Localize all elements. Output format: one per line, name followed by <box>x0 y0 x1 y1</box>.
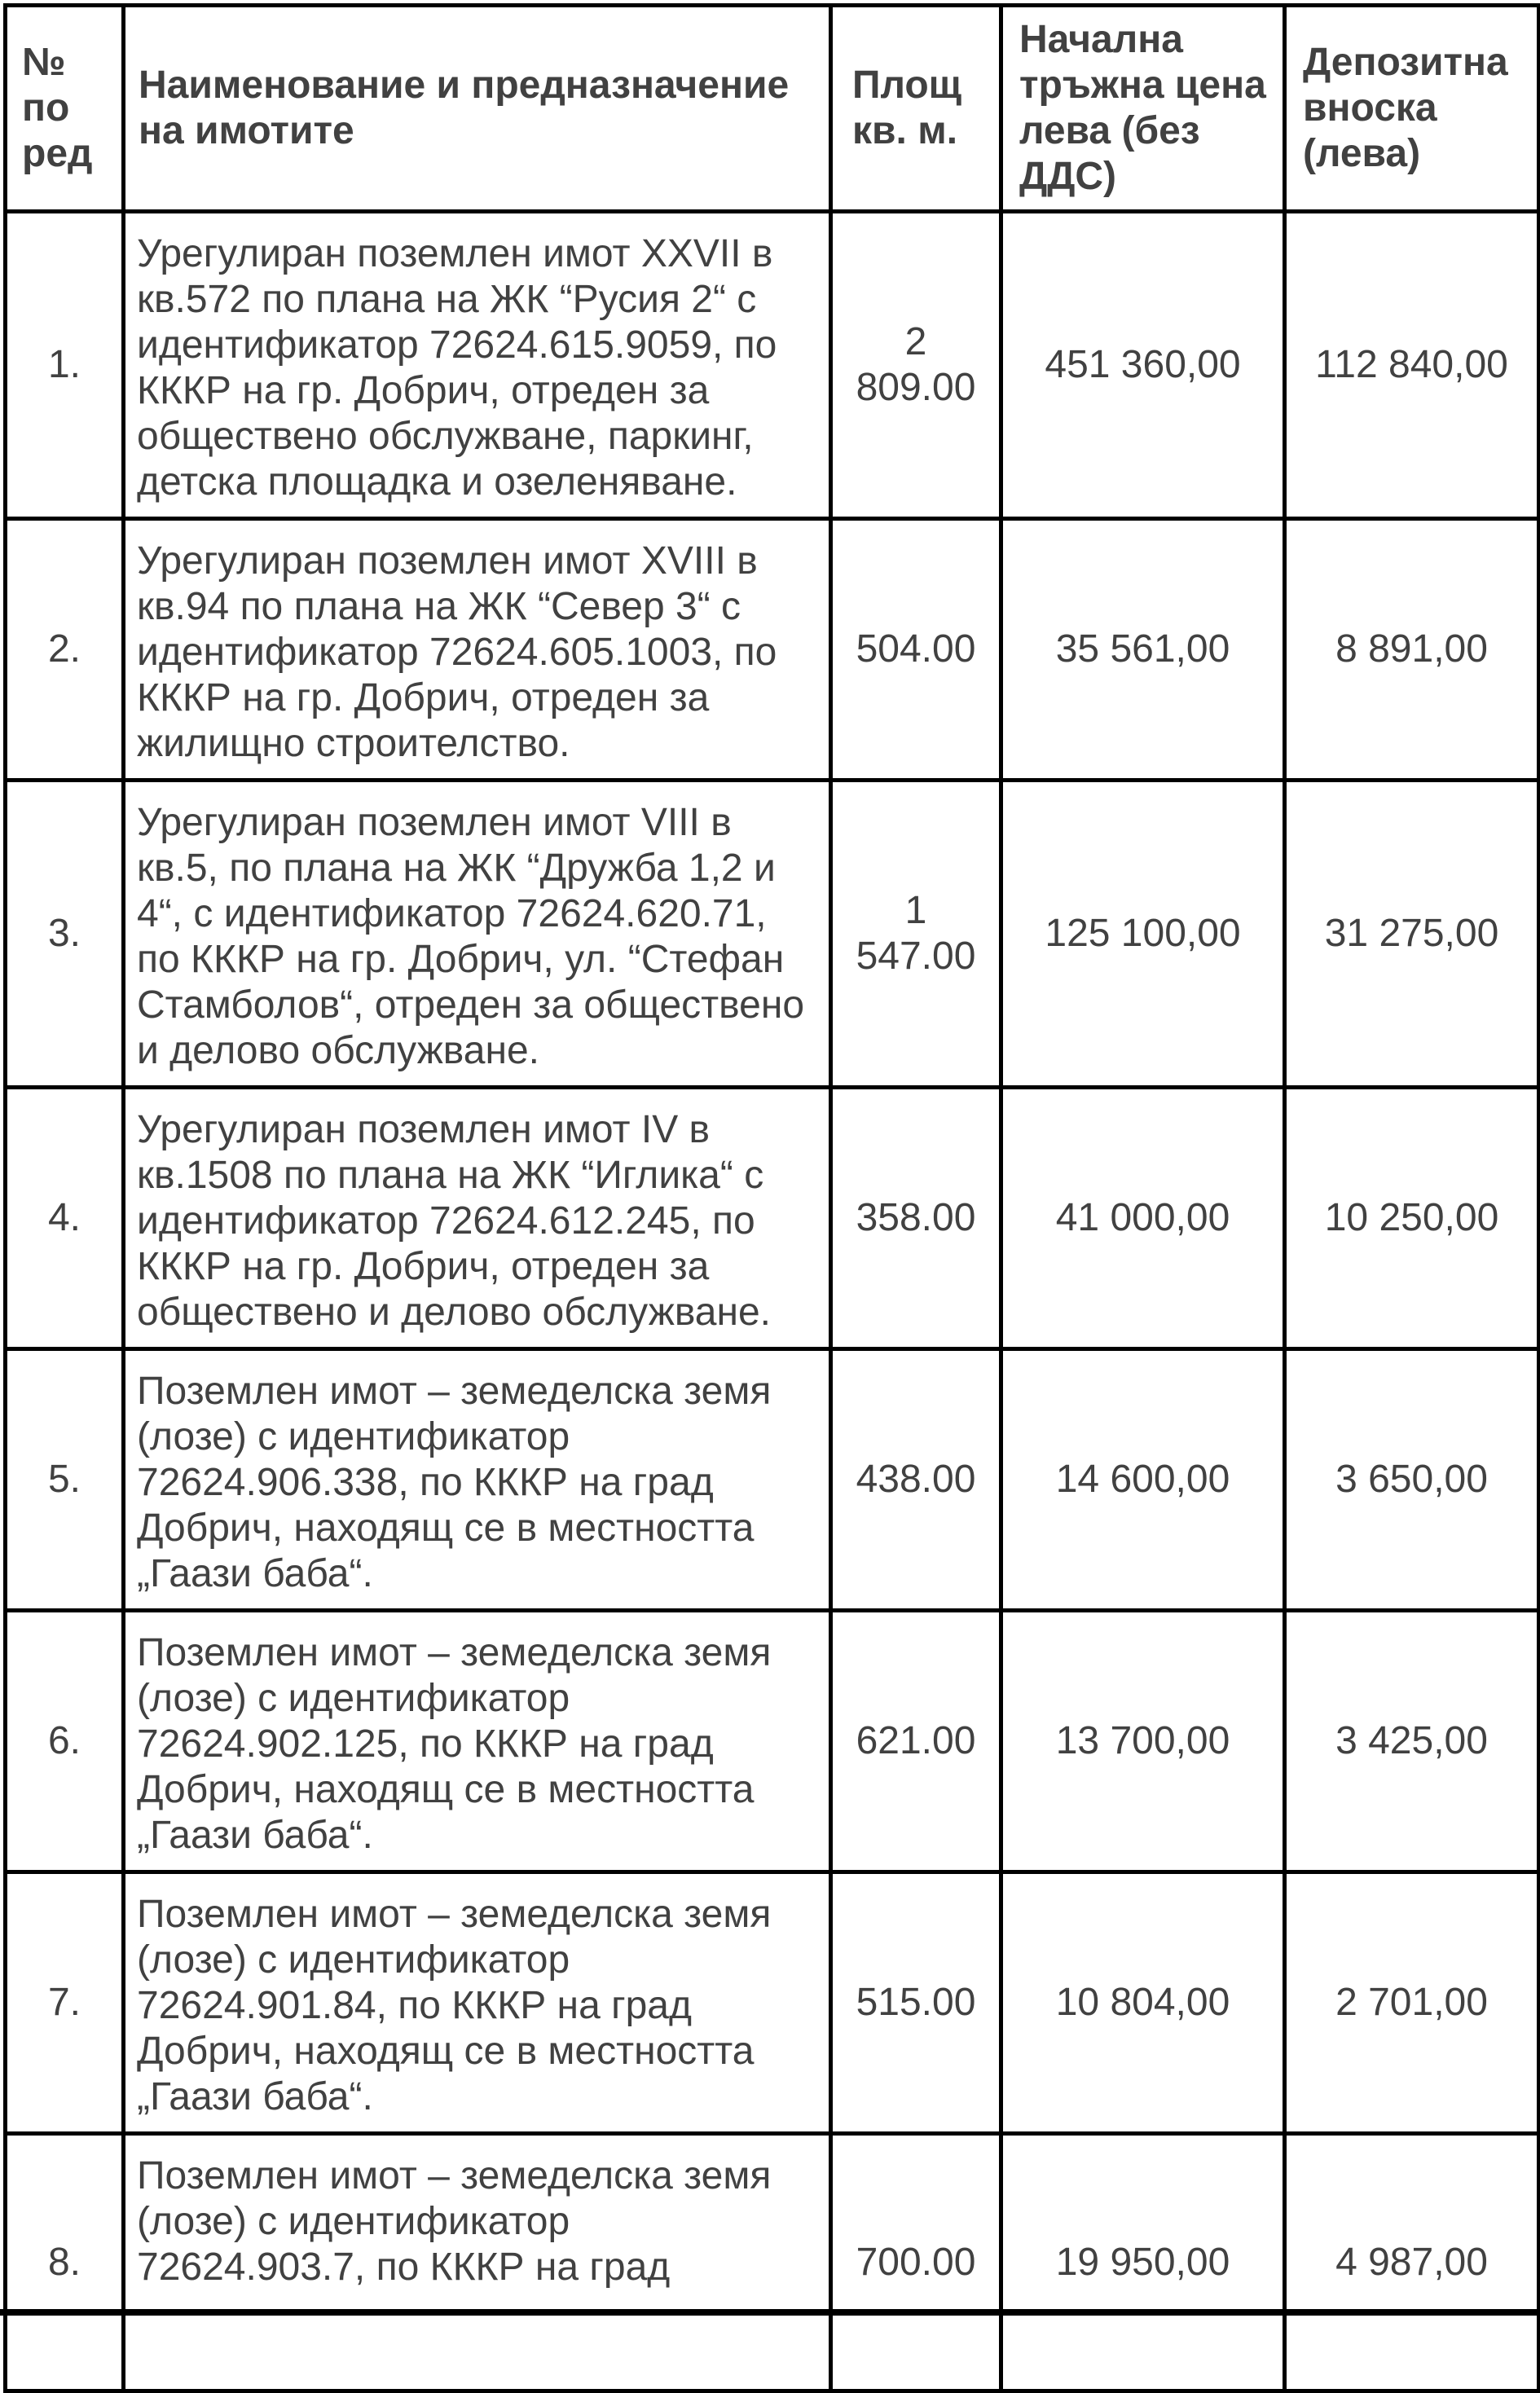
header-number: № по ред <box>6 6 124 212</box>
price-cell: 10 804,00 <box>1001 1872 1285 2134</box>
price-cell: 14 600,00 <box>1001 1349 1285 1611</box>
description-cell: Поземлен имот – земеделска земя (лозе) с идентификатор 72624.906.338, по КККР на град Добрич, находящ се в местността „Гаази баба“. <box>124 1349 831 1611</box>
header-description: Наименование и предназначение на имотите <box>124 6 831 212</box>
table-row <box>6 1872 1539 2134</box>
row-number-cell: 1. <box>6 212 124 519</box>
table-row <box>6 2134 1539 2391</box>
area-cell: 358.00 <box>831 1088 1001 1349</box>
area-cell: 438.00 <box>831 1349 1001 1611</box>
table-row <box>6 519 1539 781</box>
area-cell: 700.00 <box>831 2134 1001 2391</box>
deposit-cell: 4 987,00 <box>1285 2134 1539 2391</box>
area-cell: 2 809.00 <box>831 212 1001 519</box>
deposit-cell: 2 701,00 <box>1285 1872 1539 2134</box>
row-number-cell: 2. <box>6 519 124 781</box>
row-number-cell: 5. <box>6 1349 124 1611</box>
area-cell: 515.00 <box>831 1872 1001 2134</box>
deposit-cell: 3 425,00 <box>1285 1611 1539 1872</box>
deposit-cell: 10 250,00 <box>1285 1088 1539 1349</box>
header-start-price: Начална тръжна цена лева (без ДДС) <box>1001 6 1285 212</box>
table-header-row <box>6 6 1539 212</box>
deposit-cell: 8 891,00 <box>1285 519 1539 781</box>
description-cell: Поземлен имот – земеделска земя (лозе) с идентификатор 72624.902.125, по КККР на град Добрич, находящ се в местността „Гаази баба“. <box>124 1611 831 1872</box>
properties-table <box>3 3 1540 2393</box>
table-row <box>6 781 1539 1088</box>
row-number-cell: 4. <box>6 1088 124 1349</box>
description-cell: Урегулиран поземлен имот VIII в кв.5, по плана на ЖК “Дружба 1,2 и 4“, с идентификатор 72624.620.71, по КККР на гр. Добрич, ул. “Стефан Стамболов“, отреден за обществено и делово обслужване. <box>124 781 831 1088</box>
price-cell: 125 100,00 <box>1001 781 1285 1088</box>
price-cell: 19 950,00 <box>1001 2134 1285 2391</box>
area-cell: 621.00 <box>831 1611 1001 1872</box>
header-deposit: Депозитна вноска (лева) <box>1285 6 1539 212</box>
row-number-cell: 6. <box>6 1611 124 1872</box>
description-cell: Урегулиран поземлен имот XVIII в кв.94 по плана на ЖК “Север 3“ с идентификатор 72624.605.1003, по КККР на гр. Добрич, отреден за жилищно строителство. <box>124 519 831 781</box>
description-cell: Урегулиран поземлен имот IV в кв.1508 по плана на ЖК “Иглика“ с идентификатор 72624.612.245, по КККР на гр. Добрич, отреден за обществено и делово обслужване. <box>124 1088 831 1349</box>
table-row <box>6 1611 1539 1872</box>
table-row <box>6 212 1539 519</box>
price-cell: 35 561,00 <box>1001 519 1285 781</box>
description-cell: Поземлен имот – земеделска земя (лозе) с идентификатор 72624.903.7, по КККР на град <box>124 2134 831 2391</box>
table-row <box>6 1349 1539 1611</box>
description-cell: Поземлен имот – земеделска земя (лозе) с идентификатор 72624.901.84, по КККР на град Добрич, находящ се в местността „Гаази баба“. <box>124 1872 831 2134</box>
deposit-cell: 31 275,00 <box>1285 781 1539 1088</box>
price-cell: 41 000,00 <box>1001 1088 1285 1349</box>
description-cell: Урегулиран поземлен имот XXVII в кв.572 по плана на ЖК “Русия 2“ с идентификатор 72624.615.9059, по КККР на гр. Добрич, отреден за обществено обслужване, паркинг, детска площадка и озеленяване. <box>124 212 831 519</box>
deposit-cell: 3 650,00 <box>1285 1349 1539 1611</box>
row-number-cell: 7. <box>6 1872 124 2134</box>
price-cell: 13 700,00 <box>1001 1611 1285 1872</box>
bottom-cut-border <box>0 2309 1540 2316</box>
deposit-cell: 112 840,00 <box>1285 212 1539 519</box>
area-cell: 1 547.00 <box>831 781 1001 1088</box>
price-cell: 451 360,00 <box>1001 212 1285 519</box>
row-number-cell: 3. <box>6 781 124 1088</box>
table-row <box>6 1088 1539 1349</box>
row-number-cell: 8. <box>6 2134 124 2391</box>
header-area: Площ кв. м. <box>831 6 1001 212</box>
area-cell: 504.00 <box>831 519 1001 781</box>
